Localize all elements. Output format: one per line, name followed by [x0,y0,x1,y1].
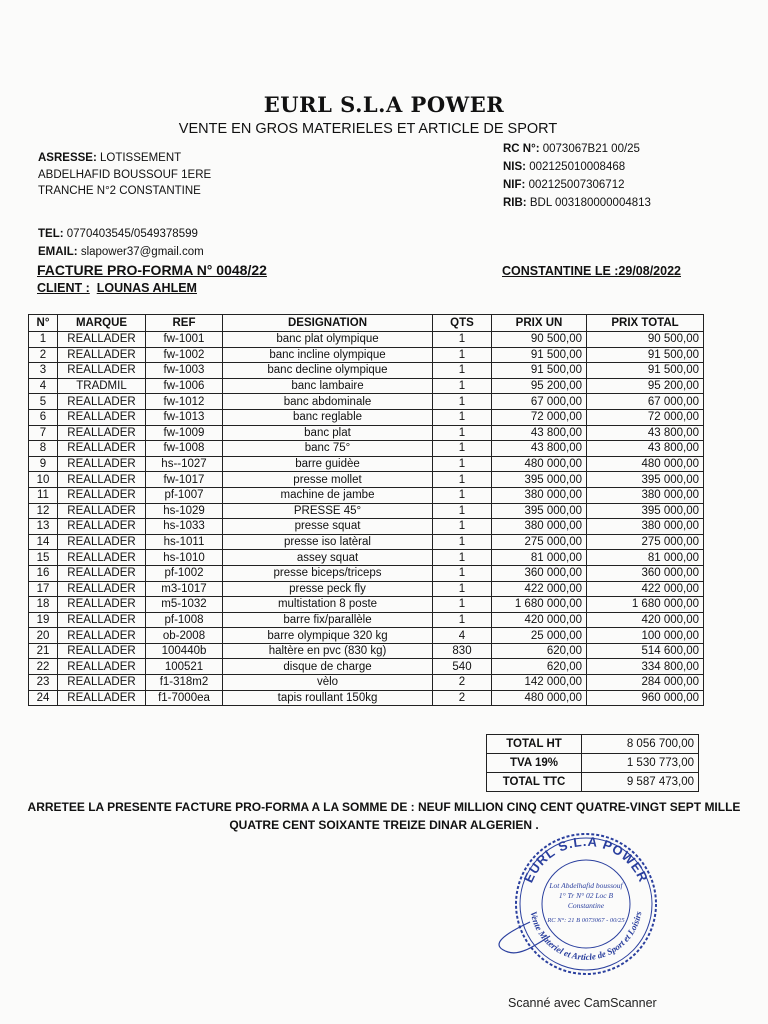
contact-block [38,226,204,261]
rc-label: RC N°: [503,143,540,155]
address-line1: LOTISSEMENT [100,152,182,164]
header-prix-un: PRIX UN [492,315,587,332]
cell-no: 17 [29,581,58,597]
cell-ref: hs-1010 [146,550,223,566]
table-row [29,659,704,675]
cell-ref: fw-1003 [146,363,223,379]
nif-label: NIF: [503,179,526,191]
cell-prix-total: 395 000,00 [587,503,704,519]
cell-prix-un: 620,00 [492,643,587,659]
cell-marque: REALLADER [58,581,146,597]
cell-designation: barre olympique 320 kg [223,628,433,644]
nif-value: 002125007306712 [528,179,625,191]
cell-marque: REALLADER [58,565,146,581]
cell-prix-total: 67 000,00 [587,394,704,410]
cell-no: 12 [29,503,58,519]
tva-row [487,754,699,773]
invoice-title: FACTURE PRO-FORMA N° 0048/22 [37,262,267,278]
cell-marque: REALLADER [58,612,146,628]
cell-designation: banc decline olympique [223,363,433,379]
cell-ref: hs-1011 [146,534,223,550]
amount-words-line2: QUATRE CENT SOIXANTE TREIZE DINAR ALGERIEN . [229,818,539,832]
amount-words-line1: ARRETEE LA PRESENTE FACTURE PRO-FORMA A LA SOMME DE : NEUF MILLION CINQ CENT QUATRE-VINGT SEPT MILLE [27,800,741,814]
cell-qts: 1 [433,487,492,503]
cell-prix-total: 334 800,00 [587,659,704,675]
header-prix-total: PRIX TOTAL [587,315,704,332]
header-no: N° [29,315,58,332]
cell-prix-total: 72 000,00 [587,409,704,425]
cell-qts: 1 [433,550,492,566]
table-row [29,675,704,691]
cell-prix-un: 420 000,00 [492,612,587,628]
cell-qts: 1 [433,425,492,441]
stamp-ring-bottom: Vente Materiel et Article de Sport et Loisirs [528,910,644,963]
cell-prix-total: 91 500,00 [587,347,704,363]
cell-prix-total: 90 500,00 [587,332,704,348]
stamp-center-line2: 1° Tr N° 02 Loc B [558,891,614,900]
cell-ref: pf-1007 [146,487,223,503]
cell-prix-un: 90 500,00 [492,332,587,348]
table-row [29,612,704,628]
cell-prix-un: 91 500,00 [492,347,587,363]
cell-prix-un: 95 200,00 [492,378,587,394]
cell-prix-total: 43 800,00 [587,441,704,457]
table-row [29,394,704,410]
cell-prix-total: 1 680 000,00 [587,597,704,613]
table-row [29,597,704,613]
cell-qts: 1 [433,565,492,581]
cell-ref: hs-1033 [146,519,223,535]
cell-prix-un: 72 000,00 [492,409,587,425]
cell-qts: 1 [433,394,492,410]
table-row [29,363,704,379]
table-row [29,409,704,425]
client-label: CLIENT : [37,281,90,295]
cell-ref: f1-7000ea [146,690,223,706]
cell-ref: pf-1008 [146,612,223,628]
cell-prix-un: 81 000,00 [492,550,587,566]
cell-prix-un: 480 000,00 [492,690,587,706]
cell-prix-total: 275 000,00 [587,534,704,550]
cell-marque: REALLADER [58,347,146,363]
cell-ref: fw-1002 [146,347,223,363]
cell-marque: REALLADER [58,659,146,675]
cell-no: 6 [29,409,58,425]
table-row [29,425,704,441]
table-row [29,628,704,644]
nis-label: NIS: [503,161,526,173]
table-row [29,534,704,550]
tel-label: TEL: [38,228,64,240]
nis-value: 002125010008468 [529,161,626,173]
total-ht-value: 8 056 700,00 [582,735,699,754]
cell-qts: 540 [433,659,492,675]
cell-prix-total: 395 000,00 [587,472,704,488]
cell-ref: f1-318m2 [146,675,223,691]
cell-ref: fw-1008 [146,441,223,457]
cell-qts: 1 [433,472,492,488]
cell-no: 4 [29,378,58,394]
table-row [29,487,704,503]
rib-value: BDL 003180000004813 [529,197,651,209]
cell-designation: tapis roullant 150kg [223,690,433,706]
cell-marque: REALLADER [58,456,146,472]
cell-ref: ob-2008 [146,628,223,644]
cell-no: 21 [29,643,58,659]
cell-designation: presse mollet [223,472,433,488]
cell-no: 2 [29,347,58,363]
cell-marque: REALLADER [58,690,146,706]
email-value: slapower37@gmail.com [80,245,204,258]
cell-qts: 1 [433,409,492,425]
cell-prix-total: 43 800,00 [587,425,704,441]
cell-prix-total: 960 000,00 [587,690,704,706]
cell-designation: PRESSE 45° [223,503,433,519]
cell-marque: REALLADER [58,628,146,644]
cell-designation: barre fix/parallèle [223,612,433,628]
table-row [29,456,704,472]
cell-no: 20 [29,628,58,644]
cell-marque: REALLADER [58,503,146,519]
cell-designation: machine de jambe [223,487,433,503]
tva-value: 1 530 773,00 [582,754,699,773]
cell-qts: 1 [433,581,492,597]
cell-qts: 1 [433,363,492,379]
cell-prix-un: 395 000,00 [492,503,587,519]
cell-prix-total: 420 000,00 [587,612,704,628]
table-row [29,503,704,519]
table-body [29,332,704,706]
cell-prix-total: 380 000,00 [587,519,704,535]
cell-ref: fw-1013 [146,409,223,425]
cell-marque: REALLADER [58,675,146,691]
cell-qts: 1 [433,378,492,394]
table-row [29,347,704,363]
cell-ref: fw-1012 [146,394,223,410]
cell-qts: 2 [433,690,492,706]
cell-qts: 1 [433,597,492,613]
address-line2: ABDELHAFID BOUSSOUF 1ERE [38,168,212,181]
legal-ids [503,140,651,212]
cell-designation: banc lambaire [223,378,433,394]
camscanner-watermark: Scanné avec CamScanner [508,996,657,1010]
cell-ref: fw-1009 [146,425,223,441]
cell-marque: REALLADER [58,597,146,613]
cell-qts: 1 [433,441,492,457]
header-ref: REF [146,315,223,332]
cell-no: 11 [29,487,58,503]
cell-no: 14 [29,534,58,550]
cell-qts: 1 [433,612,492,628]
cell-prix-un: 422 000,00 [492,581,587,597]
cell-marque: REALLADER [58,425,146,441]
table-row [29,690,704,706]
cell-qts: 2 [433,675,492,691]
cell-no: 19 [29,612,58,628]
cell-designation: assey squat [223,550,433,566]
table-header-row [29,315,704,332]
header-designation: DESIGNATION [223,315,433,332]
table-row [29,332,704,348]
cell-prix-total: 480 000,00 [587,456,704,472]
cell-designation: barre guidèe [223,456,433,472]
address-label: ASRESSE: [38,152,97,164]
cell-no: 18 [29,597,58,613]
cell-prix-un: 620,00 [492,659,587,675]
cell-marque: REALLADER [58,363,146,379]
table-row [29,378,704,394]
cell-marque: REALLADER [58,534,146,550]
invoice-table [28,314,704,706]
company-address [38,150,211,200]
cell-marque: REALLADER [58,472,146,488]
cell-no: 7 [29,425,58,441]
cell-prix-un: 67 000,00 [492,394,587,410]
cell-prix-un: 480 000,00 [492,456,587,472]
address-line3: TRANCHE N°2 CONSTANTINE [38,185,201,197]
cell-marque: TRADMIL [58,378,146,394]
cell-prix-un: 25 000,00 [492,628,587,644]
total-ht-label: TOTAL HT [487,735,582,754]
cell-prix-un: 360 000,00 [492,565,587,581]
email-label: EMAIL: [38,245,78,258]
stamp-center-line1: Lot Abdelhafid boussouf [549,881,623,890]
cell-qts: 1 [433,503,492,519]
total-ht-row [487,735,699,754]
cell-ref: m5-1032 [146,597,223,613]
cell-prix-un: 380 000,00 [492,519,587,535]
cell-marque: REALLADER [58,550,146,566]
invoice-city-date: CONSTANTINE LE :29/08/2022 [502,264,681,278]
cell-no: 8 [29,441,58,457]
cell-prix-un: 1 680 000,00 [492,597,587,613]
cell-no: 22 [29,659,58,675]
cell-designation: presse squat [223,519,433,535]
cell-no: 1 [29,332,58,348]
client-name: LOUNAS AHLEM [96,281,197,295]
table-row [29,441,704,457]
cell-prix-total: 422 000,00 [587,581,704,597]
cell-ref: fw-1006 [146,378,223,394]
cell-qts: 1 [433,347,492,363]
total-ttc-value: 9 587 473,00 [582,773,699,792]
stamp-ring-top: EURL S.L.A POWER [520,833,652,885]
cell-qts: 1 [433,332,492,348]
cell-prix-un: 395 000,00 [492,472,587,488]
cell-designation: vèlo [223,675,433,691]
header-qts: QTS [433,315,492,332]
company-subtitle: VENTE EN GROS MATERIELES ET ARTICLE DE SPORT [178,121,558,137]
cell-no: 24 [29,690,58,706]
cell-marque: REALLADER [58,519,146,535]
cell-marque: REALLADER [58,409,146,425]
cell-designation: presse peck fly [223,581,433,597]
cell-prix-total: 380 000,00 [587,487,704,503]
header-marque: MARQUE [58,315,146,332]
cell-no: 5 [29,394,58,410]
cell-qts: 1 [433,519,492,535]
cell-no: 9 [29,456,58,472]
cell-prix-total: 514 600,00 [587,643,704,659]
cell-designation: banc 75° [223,441,433,457]
cell-prix-total: 100 000,00 [587,628,704,644]
company-name: EURL S.L.A POWER [263,92,505,117]
total-ttc-row [487,773,699,792]
table-row [29,565,704,581]
cell-no: 10 [29,472,58,488]
cell-marque: REALLADER [58,643,146,659]
cell-designation: multistation 8 poste [223,597,433,613]
cell-qts: 1 [433,534,492,550]
cell-no: 16 [29,565,58,581]
table-row [29,581,704,597]
cell-designation: banc reglable [223,409,433,425]
cell-ref: pf-1002 [146,565,223,581]
cell-prix-total: 81 000,00 [587,550,704,566]
cell-prix-un: 142 000,00 [492,675,587,691]
cell-marque: REALLADER [58,394,146,410]
cell-ref: m3-1017 [146,581,223,597]
cell-designation: banc plat olympique [223,332,433,348]
cell-qts: 4 [433,628,492,644]
cell-ref: 100440b [146,643,223,659]
cell-qts: 830 [433,643,492,659]
cell-ref: fw-1017 [146,472,223,488]
cell-prix-un: 91 500,00 [492,363,587,379]
company-stamp [490,826,690,976]
cell-ref: 100521 [146,659,223,675]
total-ttc-label: TOTAL TTC [487,773,582,792]
cell-no: 23 [29,675,58,691]
cell-prix-un: 43 800,00 [492,425,587,441]
table-row [29,643,704,659]
cell-qts: 1 [433,456,492,472]
cell-ref: hs--1027 [146,456,223,472]
cell-prix-total: 91 500,00 [587,363,704,379]
cell-designation: banc plat [223,425,433,441]
client-line [37,281,197,295]
tel-value: 0770403545/0549378599 [66,228,198,240]
cell-marque: REALLADER [58,441,146,457]
cell-prix-un: 380 000,00 [492,487,587,503]
cell-designation: disque de charge [223,659,433,675]
table-row [29,550,704,566]
svg-text:EURL S.L.A POWER [521,834,652,885]
totals-table [486,734,699,792]
cell-prix-total: 284 000,00 [587,675,704,691]
cell-prix-un: 43 800,00 [492,441,587,457]
cell-prix-un: 275 000,00 [492,534,587,550]
cell-ref: hs-1029 [146,503,223,519]
cell-ref: fw-1001 [146,332,223,348]
cell-designation: haltère en pvc (830 kg) [223,643,433,659]
cell-marque: REALLADER [58,332,146,348]
rib-label: RIB: [503,197,527,209]
cell-no: 3 [29,363,58,379]
cell-designation: presse biceps/triceps [223,565,433,581]
cell-no: 15 [29,550,58,566]
cell-designation: banc incline olympique [223,347,433,363]
tva-label: TVA 19% [487,754,582,773]
cell-designation: presse iso latèral [223,534,433,550]
stamp-center-line4: RC N°: 21 B 0073067 - 00/25 [547,917,625,924]
cell-prix-total: 360 000,00 [587,565,704,581]
rc-value: 0073067B21 00/25 [542,143,640,155]
cell-marque: REALLADER [58,487,146,503]
cell-no: 13 [29,519,58,535]
table-row [29,472,704,488]
cell-prix-total: 95 200,00 [587,378,704,394]
stamp-center-line3: Constantine [567,901,605,910]
table-row [29,519,704,535]
cell-designation: banc abdominale [223,394,433,410]
